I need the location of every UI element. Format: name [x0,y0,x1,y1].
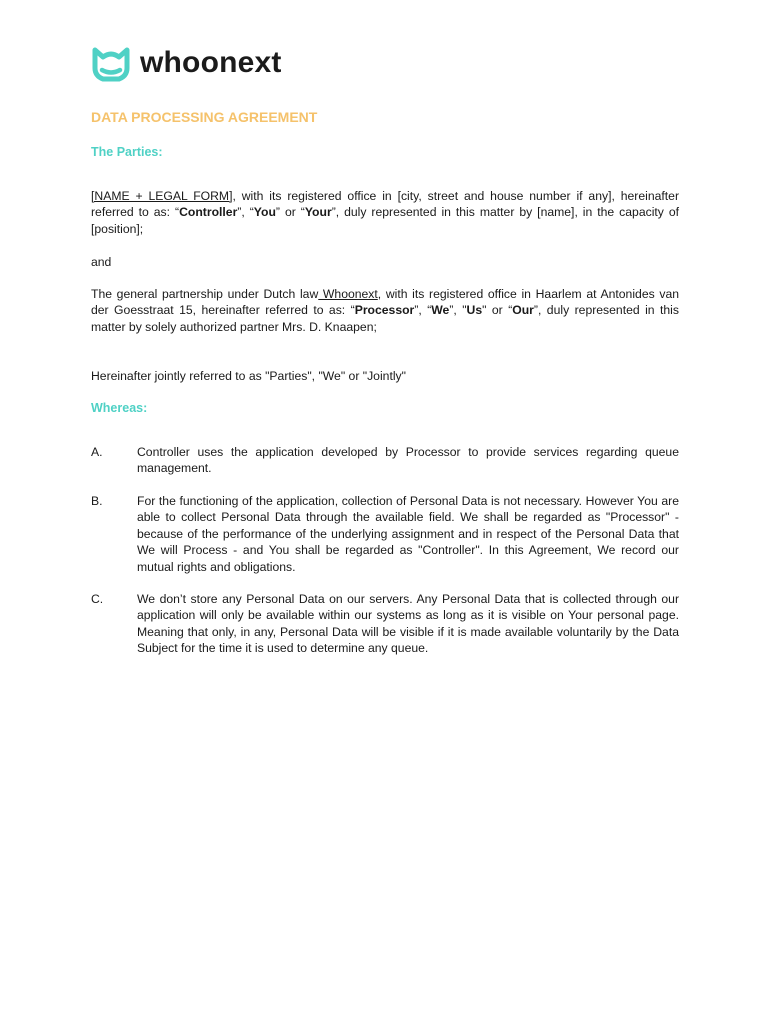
whereas-heading: Whereas: [91,401,148,415]
parties-heading: The Parties: [91,145,163,159]
brand-logo [90,42,282,84]
clause-letter: C. [91,592,104,606]
clause-text: Controller uses the application developed by Processor to provide services regarding queue management. [137,445,679,476]
jointly-paragraph: Hereinafter jointly referred to as "Parties", "We" or "Jointly" [91,369,406,383]
and-text: and [91,255,112,269]
whoonext-logo-icon [90,42,132,84]
party-1-paragraph: [NAME + LEGAL FORM], with its registered office in [city, street and house number if any], hereinafter referred to as: “Controller”, “You” or “Your”, duly represented in this matter by [name], in the capacity of [position]; [91,189,680,236]
clause-letter: A. [91,445,103,459]
company-name: Whoonext [318,287,378,301]
clause-text: We don’t store any Personal Data on our servers. Any Personal Data that is collected through our application will only be available within our systems as long as it is visible on Your personal page. Meaning that only, in any, Personal Data will be visible if it is made available voluntarily by the Data Subject for the time it is used to determine any queue. [137,592,679,656]
name-legal-form-placeholder: [NAME + LEGAL FORM] [91,189,233,203]
party-2-paragraph: The general partnership under Dutch law Whoonext, with its registered office in Haarlem at Antonides van der Goesstraat 15, hereinafter referred to as: “Processor”, “We”, "Us" or “Our”, duly represented in this matter by solely authorized partner Mrs. D. Knaapen; [91,287,680,334]
document-title: DATA PROCESSING AGREEMENT [91,109,318,125]
clause-text: For the functioning of the application, collection of Personal Data is not necessary. However You are able to collect Personal Data through the available field. We shall be regarded as "Processor" - because of the performance of the underlying assignment and in respect of the Personal Data that We will Process - and You shall be regarded as "Controller". In this Agreement, We record our mutual rights and obligations. [137,494,679,574]
brand-name: whoonext [140,46,282,79]
clause-letter: B. [91,494,103,508]
